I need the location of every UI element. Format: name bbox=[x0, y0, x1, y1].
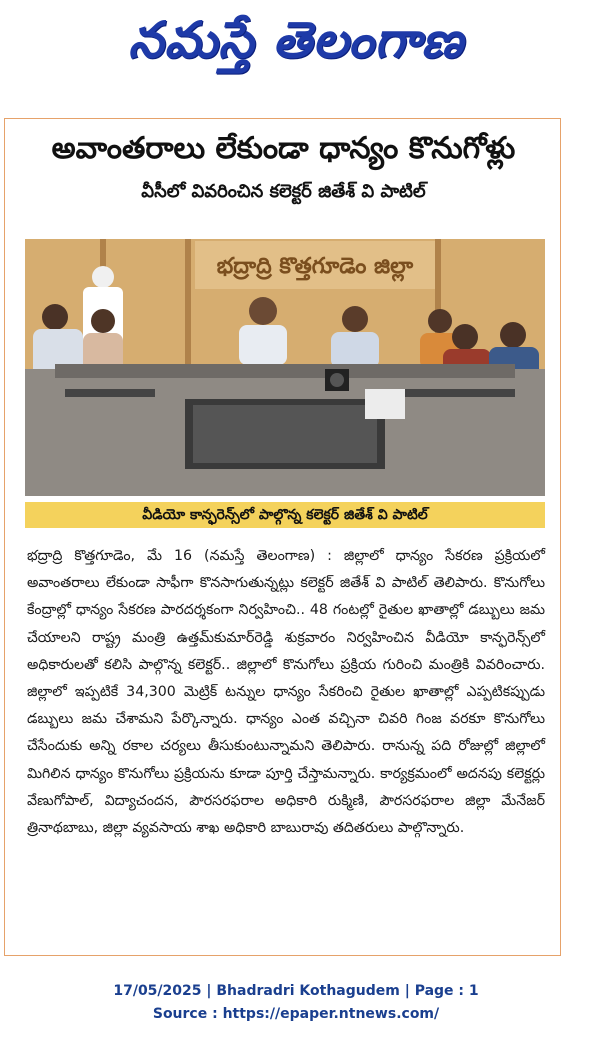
newspaper-logo: నమస్తే తెలంగాణ bbox=[128, 10, 464, 69]
article-clipping bbox=[4, 118, 561, 956]
meeting-photo-illustration bbox=[25, 239, 545, 496]
article-subheadline: వీసీలో వివరించిన కలెక్టర్ జితేశ్ వి పాటిల్ bbox=[141, 181, 426, 202]
footer-source: Source : https://epaper.ntnews.com/ bbox=[152, 1006, 440, 1022]
footer-date-edition: 17/05/2025 | Bhadradri Kothagudem | Page : 1 bbox=[113, 983, 479, 999]
masthead bbox=[0, 0, 592, 92]
article-body: భద్రాద్రి కొత్తగూడెం, మే 16 (నమస్తే తెలంగాణ) : జిల్లాలో ధాన్యం సేకరణ ప్రక్రియలో అవాంతరాలు లేకుండా సాఫీగా కొనసాగుతున్నట్లు కలెక్టర్ జితేశ్ వి పాటిల్ తెలిపారు. కొనుగోలు కేంద్రాల్లో ధాన్యం సేకరణ పారదర్శకంగా నిర్వహించి.. 48 గంటల్లో రైతుల ఖాతాల్లో డబ్బులు జమ చేయాలని రాష్ట్ర మంత్రి ఉత్తమ్‌కుమార్‌రెడ్డి శుక్రవారం నిర్వహించిన వీడియో కాన్ఫరెన్స్‌లో అధికారులతో కలిసి పాల్గొన్న కలెక్టర్.. జిల్లాలో కొనుగోలు ప్రక్రియ గురించి మంత్రికి వివరించారు. జిల్లాలో ఇప్పటికే 34,300 మెట్రిక్ టన్నుల ధాన్యం సేకరించి రైతుల ఖాతాల్లో ఎప్పటికప్పుడు డబ్బులు జమ చేశామని పేర్కొన్నారు. ధాన్యం ఎంత వచ్చినా చివరి గింజ వరకూ కొనుగోలు చేసేందుకు అన్ని రకాల చర్యలు తీసుకుంటున్నామని తెలిపారు. రానున్న పది రోజుల్లో జిల్లాలో మిగిలిన ధాన్యం కొనుగోలు ప్రక్రియను కూడా పూర్తి చేస్తామన్నారు. కార్యక్రమంలో అదనపు కలెక్టర్లు వేణుగోపాల్, విద్యాచందన, పౌరసరఫరాల అధికారి రుక్మిణి, పౌరసరఫరాల జిల్లా మేనేజర్ త్రినాథబాబు, జిల్లా వ్యవసాయ శాఖ అధికారి బాబురావు తదితరులు పాల్గొన్నారు. bbox=[27, 548, 545, 837]
wall-banner-text: భద్రాద్రి కొత్తగూడెం జిల్లా bbox=[216, 254, 414, 279]
photo-caption: వీడియో కాన్ఫరెన్స్‌లో పాల్గొన్న కలెక్టర్ జితేశ్ వి పాటిల్ bbox=[25, 502, 545, 528]
article-headline: అవాంతరాలు లేకుండా ధాన్యం కొనుగోళ్లు bbox=[51, 131, 516, 166]
article-photo bbox=[25, 239, 545, 496]
